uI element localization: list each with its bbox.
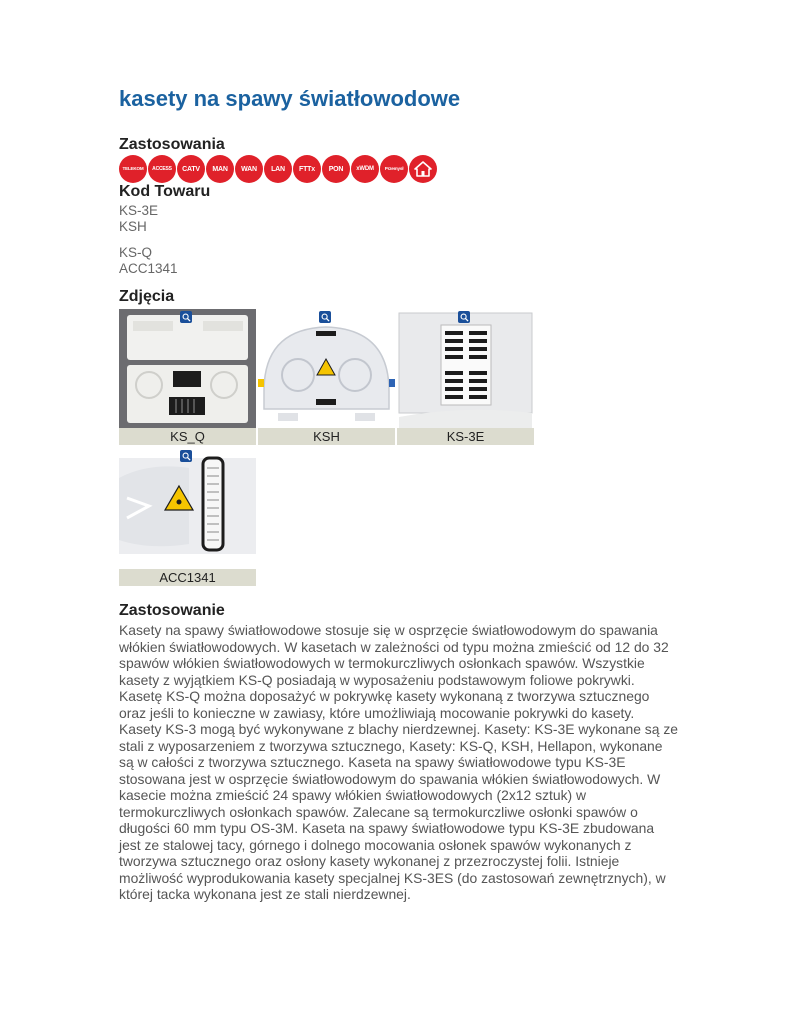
badge-telekom: TELEKOM [119,155,147,183]
zoom-icon[interactable] [180,311,192,323]
badge-access: ACCESS [148,155,176,183]
photos-heading: Zdjęcia [119,288,175,305]
badge-lan: LAN [264,155,292,183]
product-codes [119,203,178,277]
badge-wan: WAN [235,155,263,183]
zoom-icon[interactable] [319,311,331,323]
zoom-icon[interactable] [180,450,192,462]
usage-heading: Zastosowanie [119,602,225,619]
badge-przemysl: Przemysł [380,155,408,183]
code-item: ACC1341 [119,261,178,276]
applications-heading: Zastosowania [119,136,225,153]
photo-caption: ACC1341 [119,569,256,586]
badge-fttx: FTTx [293,155,321,183]
photo-acc1341-image[interactable] [119,448,256,567]
photo-caption: KS_Q [119,428,256,445]
page-title: kasety na spawy światłowodowe [119,86,461,111]
photo-acc1341[interactable] [119,448,256,584]
code-item: KS-3E [119,203,159,218]
codes-heading: Kod Towaru [119,183,211,200]
photo-caption: KS-3E [397,428,534,445]
zoom-icon[interactable] [458,311,470,323]
photo-ks-3e-image[interactable] [397,309,534,428]
photo-ksh[interactable] [258,309,395,445]
photo-ksh-image[interactable] [258,309,395,428]
badge-catv: CATV [177,155,205,183]
application-badges [119,155,437,183]
badge-pon: PON [322,155,350,183]
badge-xwdm: xWDM [351,155,379,183]
photo-ks-q-image[interactable] [119,309,256,428]
photo-ks-q[interactable] [119,309,256,445]
photo-caption: KSH [258,428,395,445]
code-item: KSH [119,219,147,234]
home-icon [409,155,437,183]
usage-description: Kasety na spawy światłowodowe stosuje się w osprzęcie światłowodowym do spawania włókien światłowodowych. W kasetach w zależności od typu można zmieścić od 12 do 32 spawów włókien światłowodowych w termokurczliwych osłonkach spawów. Wszystkie kasety z wyjątkiem KS-Q posiadają w wyposażeniu podstawowym foliowe pokrywki. Kasetę KS-Q można doposażyć w pokrywkę kasety wykonaną z tworzywa sztucznego oraz jeśli to konieczne w zawiasy, które umożliwiają mocowanie pokrywki do kasety. Kasety KS-3 mogą być wykonywane z blachy nierdzewnej. Kasety: KS-3E wykonane są ze stali z wyposarzeniem z tworzywa sztucznego, Kasety: KS-Q, KSH, Hellapon, wykonane są w całości z tworzywa sztucznego. Kaseta na spawy światłowodowe typu KS-3E stosowana jest w osprzęcie światłowodowym do spawania włókien światłowodowych. W kasecie można zmieścić 24 spawy włókien światłowodowych (2x12 sztuk) w termokurczliwych osłonkach spawów. Zalecane są termokurczliwe osłonki spawów o długości 60 mm typu OS-3M. Kaseta na spawy światłowodowe typu KS-3E zbudowana jest ze stalowej tacy, górnego i dolnego mocowania osłonek spawów wykonanych z tworzywa sztucznego oraz osłony kasety wykonanej z przezroczystej folii. Istnieje możliwość wyprodukowania kasety specjalnej KS-3ES (do zastosowań zewnętrznych), w której tacka wykonana jest ze stali nierdzewnej. [119,622,678,902]
badge-man: MAN [206,155,234,183]
photo-ks-3e[interactable] [397,309,534,445]
code-item: KS-Q [119,245,153,260]
